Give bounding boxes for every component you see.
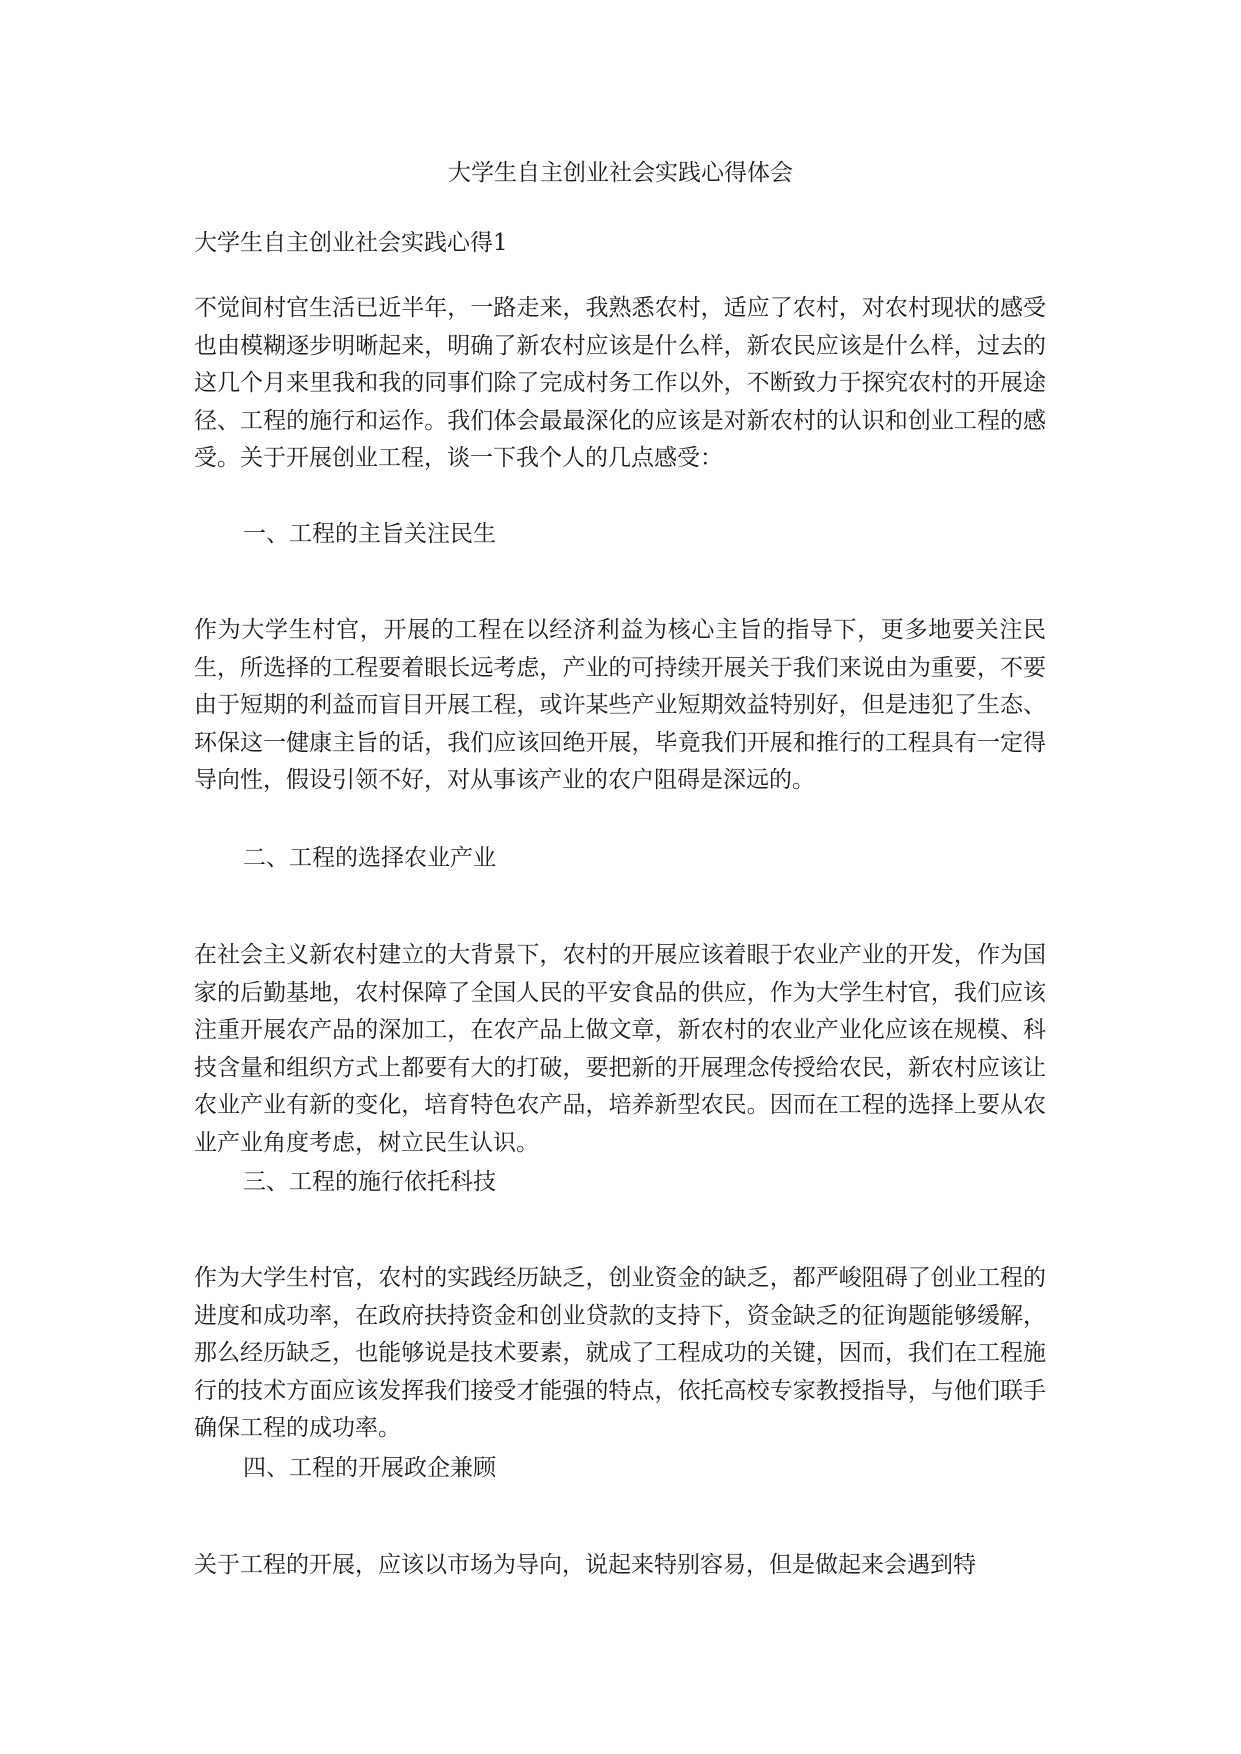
paragraph-intro: 不觉间村官生活已近半年，一路走来，我熟悉农村，适应了农村，对农村现状的感受也由模糊逐步明晰起来，明确了新农村应该是什么样，新农民应该是什么样，过去的这几个月来里我和我的同事们除了完成村务工作以外，不断致力于探究农村的开展途径、工程的施行和运作。我们体会最最深化的应该是对新农村的认识和创业工程的感受。关于开展创业工程，谈一下我个人的几点感受： [194,295,1046,471]
section-heading-1: 一、工程的主旨关注民生 [243,521,496,547]
paragraph-section-3: 作为大学生村官，农村的实践经历缺乏，创业资金的缺乏，都严峻阻碍了创业工程的进度和成功率，在政府扶持资金和创业贷款的支持下，资金缺乏的征询题能够缓解，那么经历缺乏，也能够说是技术要素，就成了工程成功的关键，因而，我们在工程施行的技术方面应该发挥我们接受才能强的特点，依托高校专家教授指导，与他们联手确保工程的成功率。 [194,1265,1046,1441]
section-heading-4: 四、工程的开展政企兼顾 [243,1455,496,1481]
paragraph-section-1: 作为大学生村官，开展的工程在以经济利益为核心主旨的指导下，更多地要关注民生，所选择的工程要着眼长远考虑，产业的可持续开展关于我们来说由为重要，不要由于短期的利益而盲目开展工程，或许某些产业短期效益特别好，但是违犯了生态、环保这一健康主旨的话，我们应该回绝开展，毕竟我们开展和推行的工程具有一定得导向性，假设引领不好，对从事该产业的农户阻碍是深远的。 [194,617,1046,793]
section-heading-3: 三、工程的施行依托科技 [243,1169,496,1195]
section-heading-2: 二、工程的选择农业产业 [243,845,496,871]
paragraph-section-2: 在社会主义新农村建立的大背景下，农村的开展应该着眼于农业产业的开发，作为国家的后勤基地，农村保障了全国人民的平安食品的供应，作为大学生村官，我们应该注重开展农产品的深加工，在农产品上做文章，新农村的农业产业化应该在规模、科技含量和组织方式上都要有大的打破，要把新的开展理念传授给农民，新农村应该让农业产业有新的变化，培育特色农产品，培养新型农民。因而在工程的选择上要从农业产业角度考虑，树立民生认识。 [194,942,1046,1156]
document-subtitle: 大学生自主创业社会实践心得1 [194,230,508,256]
document-title: 大学生自主创业社会实践心得体会 [448,160,793,186]
paragraph-section-4: 关于工程的开展，应该以市场为导向，说起来特别容易，但是做起来会遇到特 [194,1552,976,1578]
